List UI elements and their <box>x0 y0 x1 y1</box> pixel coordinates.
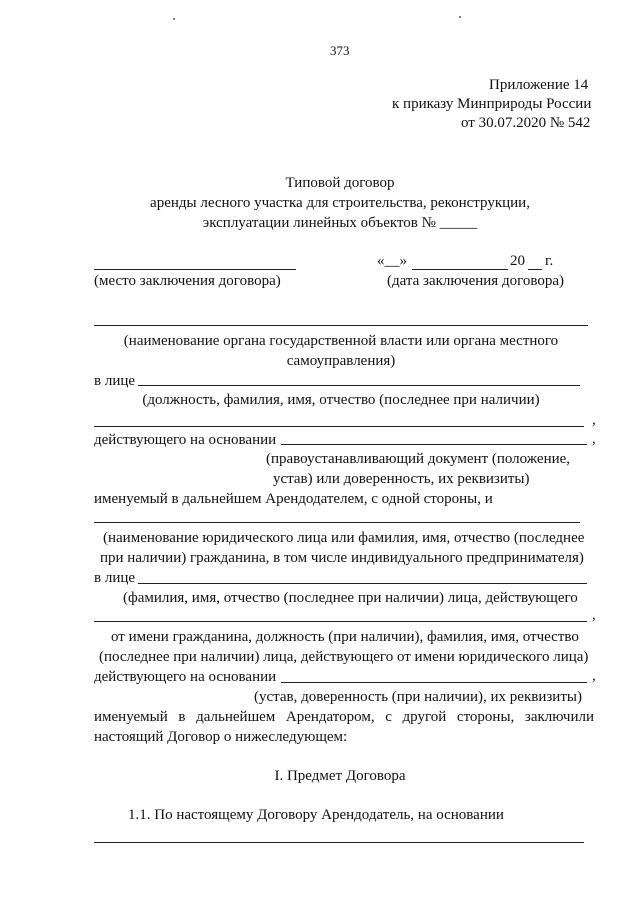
lessee-person-caption: (фамилия, имя, отчество (последнее при наличии) лица, действующего <box>123 590 578 606</box>
lessee-name-blank-line <box>94 522 580 523</box>
lessor-basis-comma: , <box>592 431 596 447</box>
date-year-suffix: г. <box>545 253 554 269</box>
lessor-named-text: именуемый в дальнейшем Арендодателем, с одной стороны, и <box>94 491 493 507</box>
lessor-person-caption: (должность, фамилия, имя, отчество (последнее при наличии) <box>142 392 540 408</box>
title-line-3: эксплуатации линейных объектов № _____ <box>202 215 478 231</box>
lessee-named-line-2: настоящий Договор о нижеследующем: <box>94 729 348 745</box>
lessee-acting-label: действующего на основании <box>94 669 277 685</box>
title-line-2: аренды лесного участка для строительства, реконструкции, <box>150 195 530 211</box>
authority-caption-1: (наименование органа государственной власти или органа местного <box>123 333 559 349</box>
date-month-blank-line <box>412 269 508 270</box>
clause-basis-blank-line <box>94 842 584 843</box>
lessor-acting-label: действующего на основании <box>94 432 277 448</box>
lessee-named-line-1: именуемый в дальнейшем Арендатором, с другой стороны, заключили <box>94 709 594 725</box>
lessee-person-blank-line-2 <box>94 621 587 622</box>
date-day-quotes: «__» <box>377 253 407 269</box>
date-year-prefix: 20 <box>510 253 525 269</box>
authority-blank-line <box>94 325 588 326</box>
appendix-line-1: Приложение 14 <box>489 77 589 93</box>
lessee-behalf-caption-2: (последнее при наличии) лица, действующего от имени юридического лица) <box>99 649 589 665</box>
date-caption: (дата заключения договора) <box>387 273 564 289</box>
place-blank-line <box>94 269 296 270</box>
section-heading: I. Предмет Договора <box>274 768 406 784</box>
title-line-1: Типовой договор <box>285 175 395 191</box>
page-number: 373 <box>330 43 350 58</box>
lessee-basis-caption: (устав, доверенность (при наличии), их реквизиты) <box>254 689 582 705</box>
clause-1-1: 1.1. По настоящему Договору Арендодатель, на основании <box>128 807 504 823</box>
lessor-basis-blank-line <box>281 444 587 445</box>
lessee-name-caption-2: при наличии) гражданина, в том числе индивидуального предпринимателя) <box>100 550 584 566</box>
lessee-basis-blank-line <box>281 682 587 683</box>
appendix-line-2: к приказу Минприроды России <box>392 96 592 112</box>
scan-speck <box>459 16 461 18</box>
place-caption: (место заключения договора) <box>94 273 281 289</box>
lessor-person-comma: , <box>592 412 596 428</box>
lessee-in-person-label: в лице <box>94 570 136 586</box>
date-year-blank-line <box>528 269 542 270</box>
lessor-person-blank-line-2 <box>94 426 584 427</box>
lessor-person-blank-line <box>138 385 580 386</box>
authority-caption-2: самоуправления) <box>286 353 396 369</box>
scan-speck <box>173 18 175 20</box>
appendix-line-3: от 30.07.2020 № 542 <box>461 115 591 131</box>
lessee-person-comma: , <box>592 607 596 623</box>
lessor-basis-caption-2: устав) или доверенность, их реквизиты) <box>273 471 530 487</box>
lessor-basis-caption-1: (правоустанавливающий документ (положение, <box>266 451 571 467</box>
lessee-person-blank-line <box>138 583 587 584</box>
lessor-in-person-label: в лице <box>94 373 136 389</box>
lessee-behalf-caption-1: от имени гражданина, должность (при наличии), фамилия, имя, отчество <box>111 629 579 645</box>
lessee-basis-comma: , <box>592 668 596 684</box>
lessee-name-caption-1: (наименование юридического лица или фамилия, имя, отчество (последнее <box>103 530 585 546</box>
